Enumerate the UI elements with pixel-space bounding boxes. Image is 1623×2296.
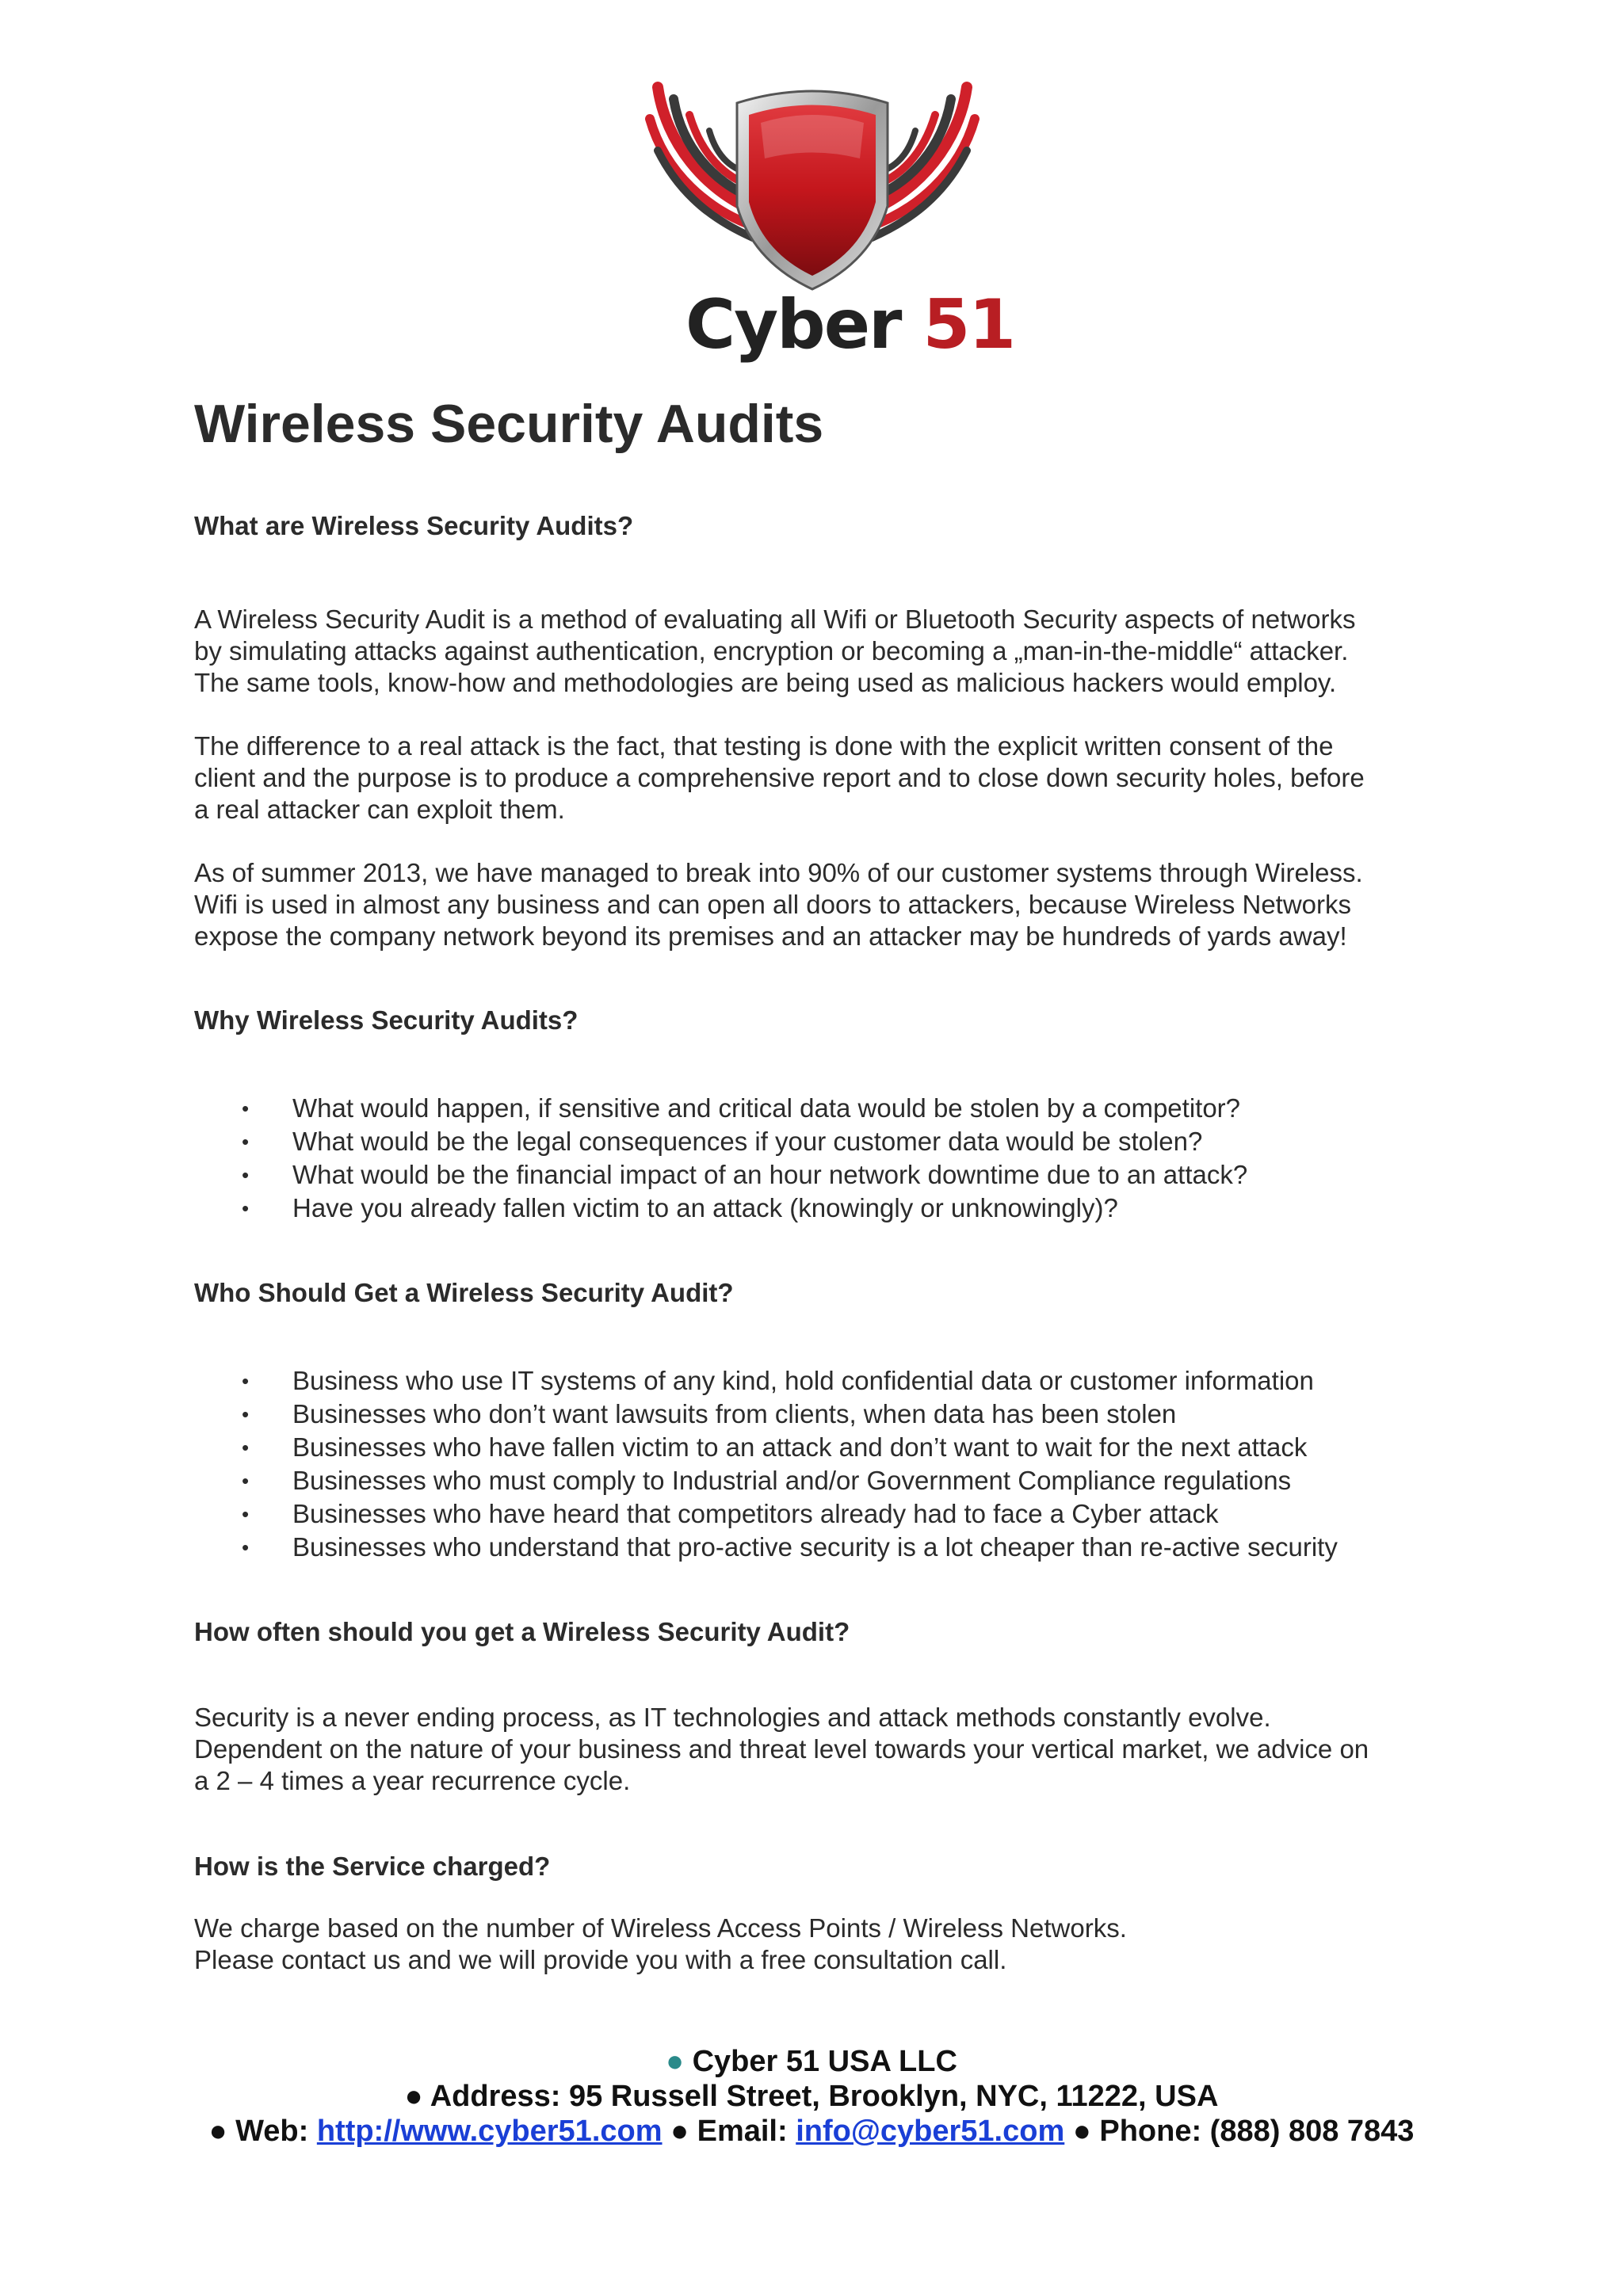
bullet-icon: • bbox=[242, 1402, 250, 1426]
text-line: a real attacker can exploit them. bbox=[194, 795, 565, 824]
text-line: The same tools, know-how and methodologies are being used as malicious hackers would employ. bbox=[194, 668, 1337, 697]
email-label: Email: bbox=[697, 2115, 788, 2148]
paragraph-what-1 bbox=[194, 604, 1478, 699]
list-item-text: What would be the financial impact of an hour network downtime due to an attack? bbox=[292, 1160, 1248, 1189]
list-item-text: What would happen, if sensitive and critical data would be stolen by a competitor? bbox=[292, 1093, 1241, 1123]
footer-address-row bbox=[0, 2079, 1623, 2114]
list-item bbox=[194, 1431, 1338, 1464]
section-heading-how-often: How often should you get a Wireless Security Audit? bbox=[194, 1617, 850, 1646]
text-line: Wifi is used in almost any business and can open all doors to attackers, because Wireless Networks bbox=[194, 890, 1352, 919]
paragraph-what-2 bbox=[194, 730, 1478, 826]
why-list bbox=[194, 1092, 1247, 1225]
paragraph-charged bbox=[194, 1913, 1478, 1976]
cyber51-logo bbox=[634, 71, 1015, 364]
section-heading-charged: How is the Service charged? bbox=[194, 1852, 551, 1881]
list-item bbox=[194, 1092, 1247, 1125]
bullet-icon: ● bbox=[670, 2115, 689, 2148]
bullet-icon: • bbox=[242, 1369, 250, 1393]
text-line: expose the company network beyond its premises and an attacker may be hundreds of yards away! bbox=[194, 921, 1347, 951]
web-label: Web: bbox=[235, 2115, 309, 2148]
phone-number: Phone: (888) 808 7843 bbox=[1099, 2115, 1415, 2148]
list-item bbox=[194, 1398, 1338, 1431]
footer-contact-row bbox=[0, 2114, 1623, 2149]
text-line: a 2 – 4 times a year recurrence cycle. bbox=[194, 1766, 631, 1795]
bullet-icon: • bbox=[242, 1502, 250, 1526]
list-item-text: Businesses who must comply to Industrial and/or Government Compliance regulations bbox=[292, 1466, 1292, 1495]
list-item-text: Businesses who don’t want lawsuits from clients, when data has been stolen bbox=[292, 1399, 1177, 1428]
page-title: Wireless Security Audits bbox=[194, 394, 824, 454]
list-item-text: Businesses who have heard that competitors already had to face a Cyber attack bbox=[292, 1499, 1219, 1528]
bullet-icon: ● bbox=[404, 2080, 423, 2113]
list-item-text: Have you already fallen victim to an attack (knowingly or unknowingly)? bbox=[292, 1193, 1118, 1222]
list-item bbox=[194, 1531, 1338, 1564]
email-link[interactable]: info@cyber51.com bbox=[796, 2115, 1065, 2148]
list-item bbox=[194, 1464, 1338, 1497]
contact-footer bbox=[0, 2044, 1623, 2149]
text-line: Please contact us and we will provide you with a free consultation call. bbox=[194, 1945, 1007, 1974]
list-item-text: Businesses who have fallen victim to an attack and don’t want to wait for the next attack bbox=[292, 1432, 1308, 1462]
list-item bbox=[194, 1125, 1247, 1158]
company-address: Address: 95 Russell Street, Brooklyn, NYC, 11222, USA bbox=[430, 2080, 1219, 2113]
text-line: We charge based on the number of Wireless Access Points / Wireless Networks. bbox=[194, 1913, 1127, 1943]
logo-word: Cyber bbox=[685, 285, 901, 364]
list-item bbox=[194, 1192, 1247, 1225]
text-line: client and the purpose is to produce a comprehensive report and to close down security holes, before bbox=[194, 763, 1365, 792]
bullet-icon: • bbox=[242, 1436, 250, 1459]
text-line: A Wireless Security Audit is a method of evaluating all Wifi or Bluetooth Security aspects of networks bbox=[194, 605, 1356, 634]
text-line: The difference to a real attack is the fact, that testing is done with the explicit written consent of the bbox=[194, 731, 1334, 761]
list-item-text: Businesses who understand that pro-active security is a lot cheaper than re-active security bbox=[292, 1532, 1338, 1562]
list-item-text: Business who use IT systems of any kind, hold confidential data or customer information bbox=[292, 1366, 1314, 1395]
text-line: by simulating attacks against authentication, encryption or becoming a „man-in-the-middle“ attacker. bbox=[194, 636, 1349, 666]
paragraph-how-often bbox=[194, 1702, 1478, 1797]
list-item-text: What would be the legal consequences if your customer data would be stolen? bbox=[292, 1127, 1203, 1156]
bullet-icon: ● bbox=[666, 2045, 685, 2078]
bullet-icon: • bbox=[242, 1130, 250, 1154]
section-heading-what: What are Wireless Security Audits? bbox=[194, 511, 634, 540]
who-list bbox=[194, 1364, 1338, 1564]
list-item bbox=[194, 1497, 1338, 1531]
list-item bbox=[194, 1364, 1338, 1398]
bullet-icon: ● bbox=[1072, 2115, 1091, 2148]
paragraph-what-3 bbox=[194, 857, 1478, 952]
bullet-icon: • bbox=[242, 1163, 250, 1187]
list-item bbox=[194, 1158, 1247, 1192]
text-line: Dependent on the nature of your business and threat level towards your vertical market, we advice on bbox=[194, 1734, 1369, 1764]
website-link[interactable]: http://www.cyber51.com bbox=[316, 2115, 663, 2148]
bullet-icon: • bbox=[242, 1097, 250, 1120]
section-heading-why: Why Wireless Security Audits? bbox=[194, 1005, 579, 1035]
footer-company-row bbox=[0, 2044, 1623, 2079]
company-name: Cyber 51 USA LLC bbox=[692, 2045, 957, 2078]
bullet-icon: • bbox=[242, 1196, 250, 1220]
bullet-icon: ● bbox=[208, 2115, 227, 2148]
logo-wordmark bbox=[685, 285, 1015, 364]
logo-number: 51 bbox=[922, 285, 1015, 364]
bullet-icon: • bbox=[242, 1535, 250, 1559]
text-line: As of summer 2013, we have managed to break into 90% of our customer systems through Wireless. bbox=[194, 858, 1363, 887]
winged-shield-icon bbox=[634, 71, 991, 309]
text-line: Security is a never ending process, as IT technologies and attack methods constantly evolve. bbox=[194, 1703, 1271, 1732]
section-heading-who: Who Should Get a Wireless Security Audit? bbox=[194, 1278, 734, 1307]
bullet-icon: • bbox=[242, 1469, 250, 1493]
